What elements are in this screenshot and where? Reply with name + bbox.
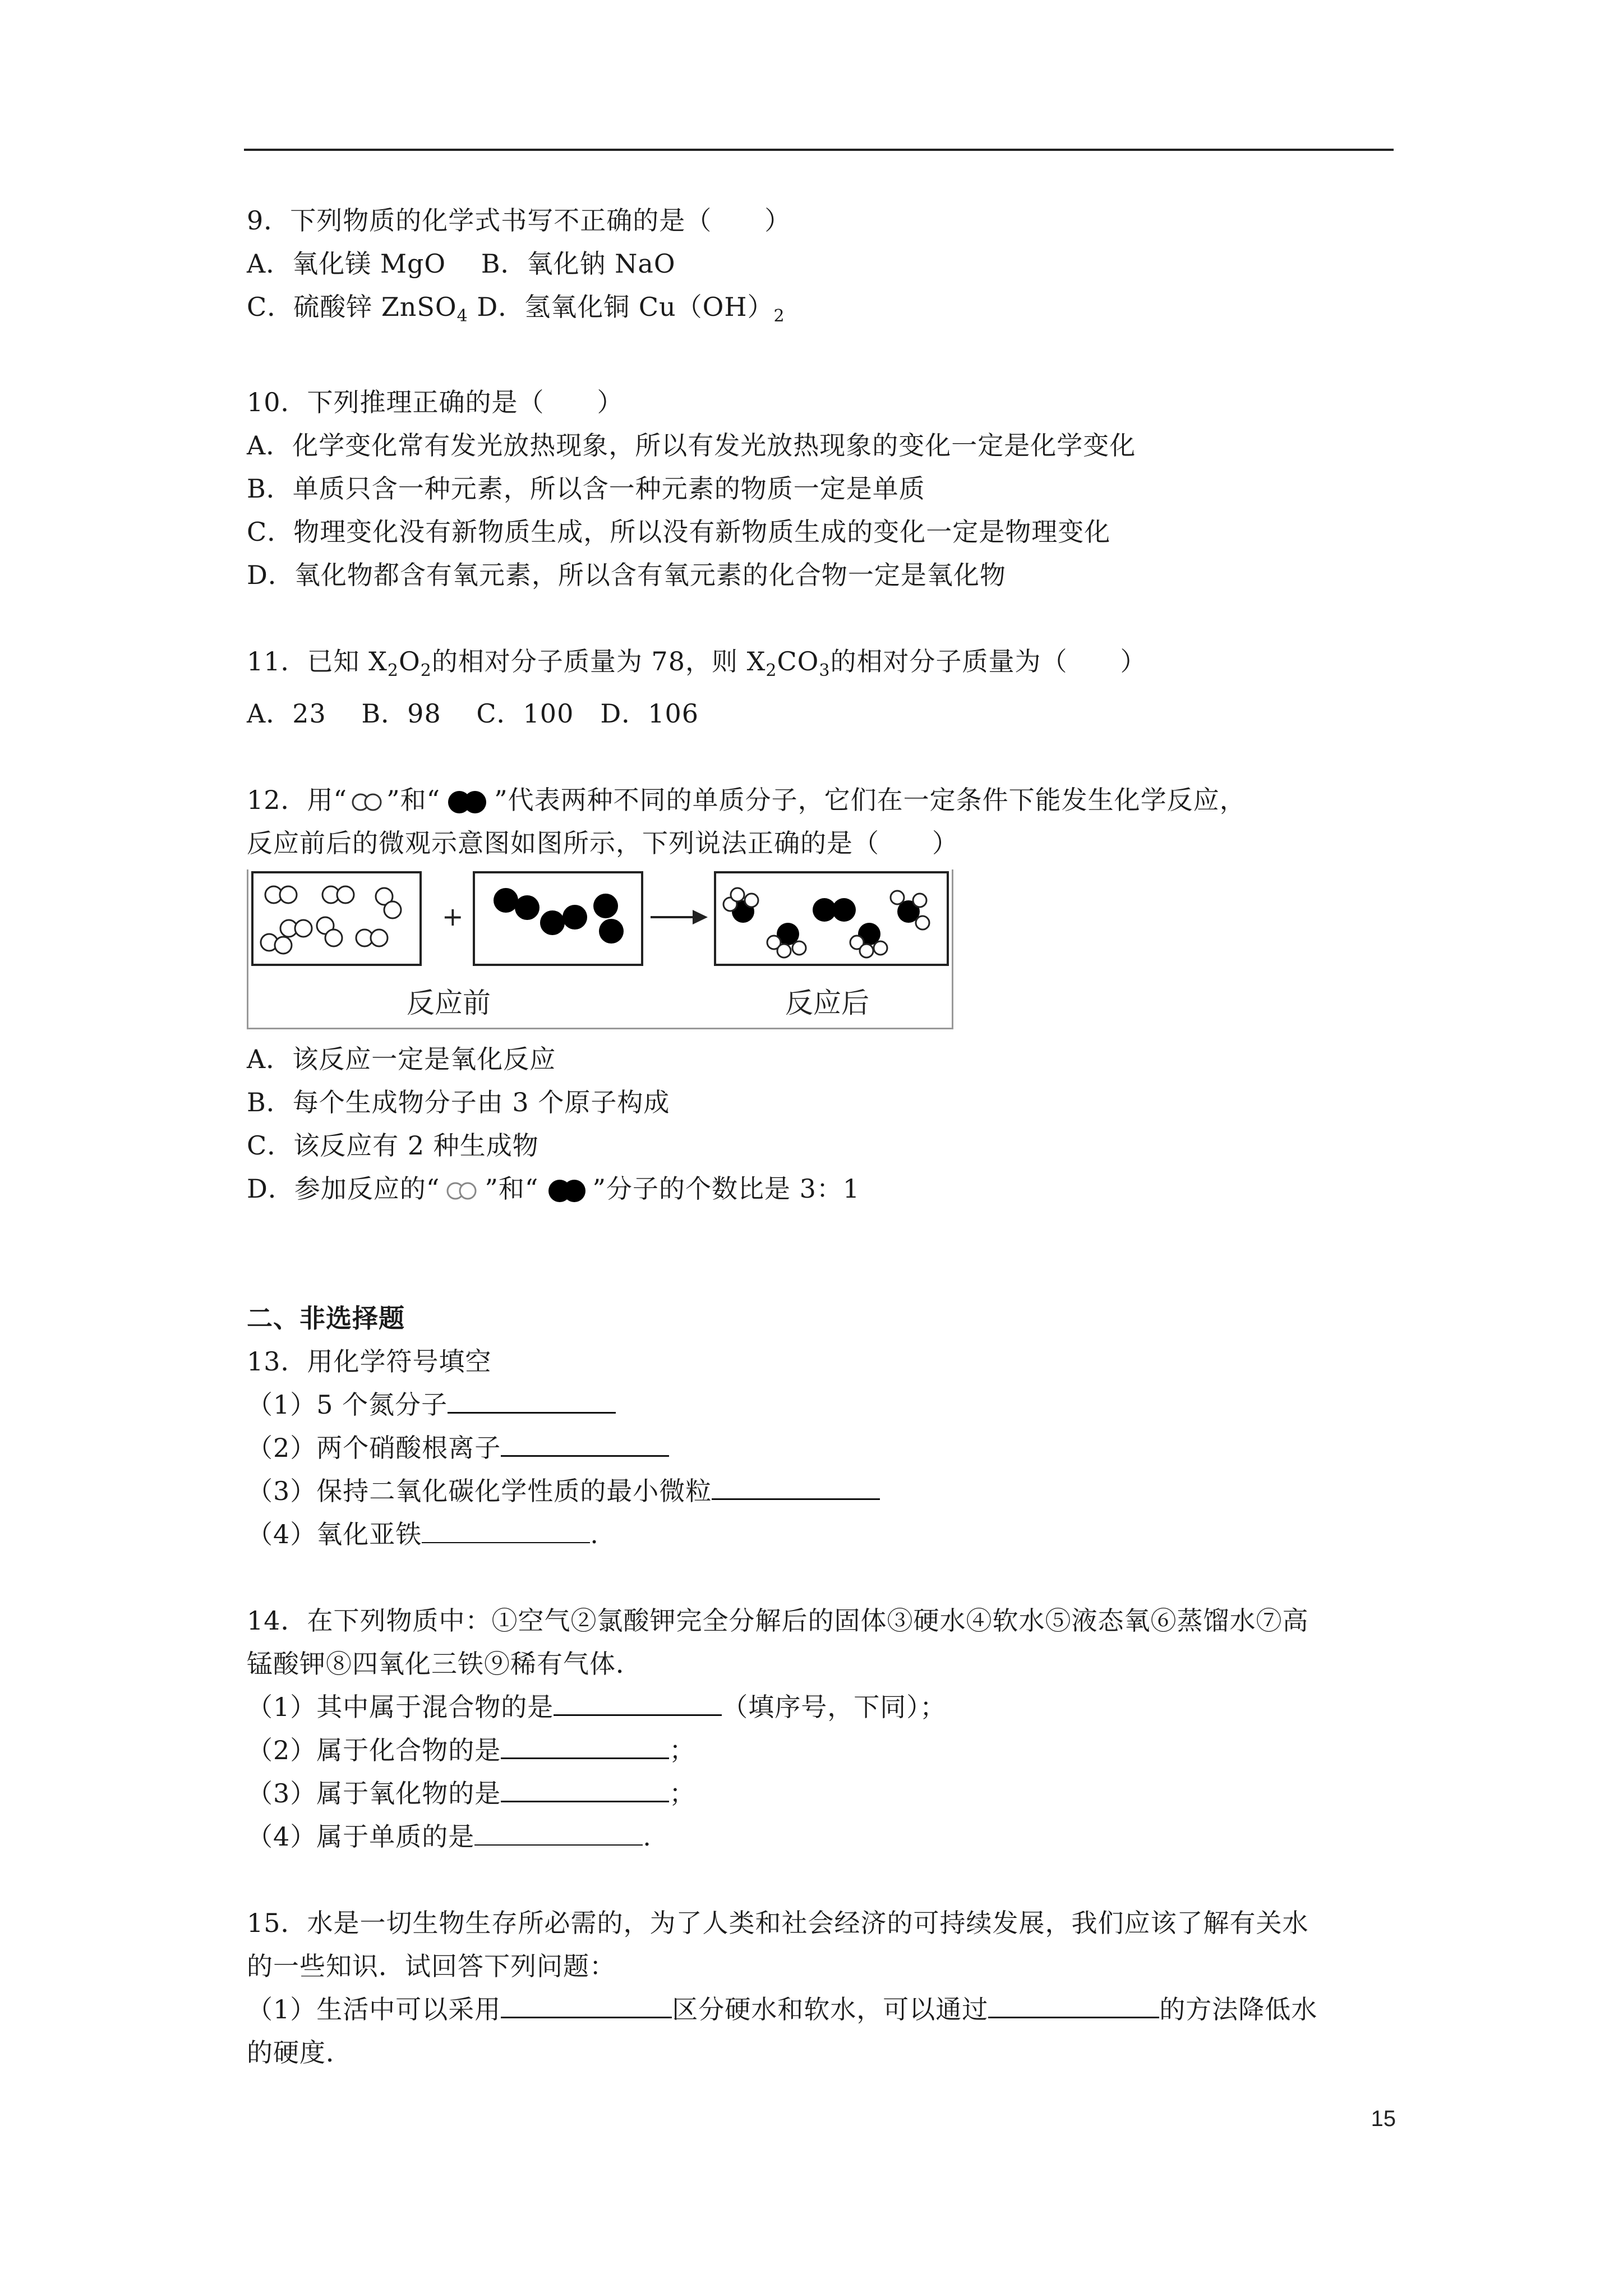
q14-part4: （4）属于单质的是 . — [247, 1815, 1396, 1858]
header-rule — [244, 149, 1394, 151]
q14-stem-line1: 14．在下列物质中：①空气②氯酸钾完全分解后的固体③硬水④软水⑤液态氧⑥蒸馏水⑦高 — [247, 1605, 1309, 1636]
q13-part1: （1）5 个氮分子 — [247, 1383, 1396, 1427]
q9-stem: 9．下列物质的化学式书写不正确的是（ ） — [247, 205, 791, 236]
q10-stem: 10．下列推理正确的是（ ） — [247, 387, 624, 418]
q12-option-b: B．每个生成物分子由 3 个原子构成 — [247, 1087, 670, 1118]
white-molecule-icon — [347, 790, 386, 815]
answer-blank[interactable] — [501, 1992, 672, 2018]
answer-blank[interactable] — [474, 1820, 643, 1846]
diagram-label-after: 反应后 — [785, 987, 869, 1020]
q9-option-c: C．硫酸锌 ZnSO$_4$ — [247, 292, 468, 326]
q14-stem-line2: 锰酸钾⑧四氧化三铁⑨稀有气体． — [247, 1649, 642, 1680]
q12-stem-line1: 12．用“ ”和“ ”代表两种不同的单质分子，它们在一定条件下能发生化学反应， — [247, 785, 1246, 816]
q14-part3: （3）属于氧化物的是 ； — [247, 1772, 1396, 1815]
q13-part3: （3）保持二氧化碳化学性质的最小微粒 — [247, 1470, 1396, 1513]
q15-stem-line1: 15．水是一切生物生存所必需的，为了人类和社会经济的可持续发展，我们应该了解有关水 — [247, 1908, 1309, 1939]
q12-stem-line2: 反应前后的微观示意图如图所示，下列说法正确的是（ ） — [247, 828, 958, 859]
q10-option-c: C．物理变化没有新物质生成，所以没有新物质生成的变化一定是物理变化 — [247, 517, 1111, 547]
q10-option-b: B．单质只含一种元素，所以含一种元素的物质一定是单质 — [247, 473, 925, 504]
plus-sign: + — [442, 901, 464, 932]
q12-option-c: C．该反应有 2 种生成物 — [247, 1130, 539, 1161]
q13-stem: 13．用化学符号填空 — [247, 1346, 492, 1377]
q10-option-d: D．氧化物都含有氧元素，所以含有氧元素的化合物一定是氧化物 — [247, 560, 1006, 591]
answer-blank[interactable] — [422, 1517, 590, 1543]
black-molecule-icon — [440, 789, 494, 816]
q12-option-d: D．参加反应的“ ”和“ ”分子的个数比是 3：1 — [247, 1174, 860, 1204]
answer-blank[interactable] — [501, 1733, 669, 1759]
answer-blank[interactable] — [712, 1474, 880, 1500]
reaction-diagram — [247, 869, 953, 1032]
answer-blank[interactable] — [501, 1776, 669, 1802]
page-content — [247, 199, 1396, 2074]
page-number: 15 — [1371, 2106, 1396, 2131]
answer-blank[interactable] — [554, 1690, 722, 1716]
q11-options: A．23 B．98 C．100 D．106 — [247, 698, 699, 729]
q14-part2: （2）属于化合物的是 ； — [247, 1729, 1396, 1772]
answer-blank[interactable] — [501, 1430, 669, 1457]
white-molecule-icon — [440, 1179, 485, 1203]
q9-option-a: A．氧化镁 MgO — [247, 249, 446, 279]
q13-part2: （2）两个硝酸根离子 — [247, 1427, 1396, 1470]
section-title: 二、非选择题 — [247, 1303, 405, 1334]
q9-option-d: D．氢氧化铜 $Cu(OH)_2$ — [477, 292, 785, 326]
q15-part1-cont: 的硬度． — [247, 2037, 352, 2068]
black-molecule-icon — [538, 1177, 592, 1204]
q15-part1: （1）生活中可以采用 区分硬水和软水，可以通过 的方法降低水 — [247, 1988, 1396, 2031]
answer-blank[interactable] — [448, 1387, 616, 1414]
q14-part1: （1）其中属于混合物的是 （填序号，下同）； — [247, 1686, 1396, 1729]
q9-options-cd — [247, 286, 1396, 338]
q13-part4: （4）氧化亚铁 . — [247, 1513, 1396, 1556]
q9-options-ab — [247, 242, 1396, 286]
q9-option-b: B．氧化钠 NaO — [481, 249, 676, 279]
q11-stem: 11．已知 $X_2O_2$的相对分子质量为 78，则 $X_2CO_3$的相对分子质量为（ ） — [247, 646, 1147, 681]
answer-blank[interactable] — [988, 1992, 1159, 2018]
q15-stem-line2: 的一些知识．试回答下列问题： — [247, 1951, 616, 1982]
arrow-head — [693, 910, 708, 924]
q10-option-a: A．化学变化常有发光放热现象，所以有发光放热现象的变化一定是化学变化 — [247, 430, 1136, 461]
diagram-label-before: 反应前 — [407, 987, 491, 1020]
q12-option-a: A．该反应一定是氧化反应 — [247, 1044, 556, 1075]
